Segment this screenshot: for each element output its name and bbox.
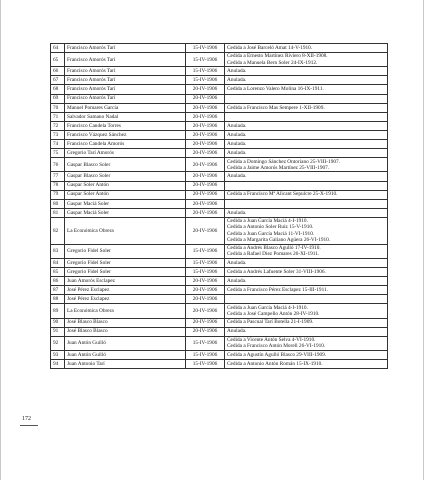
table-row — [51, 318, 388, 327]
date-cell: 15-IV-1906 — [186, 53, 225, 67]
observations-cell — [225, 336, 388, 350]
table-row — [51, 103, 388, 112]
table-row — [51, 359, 388, 368]
row-number-cell: 89 — [51, 304, 65, 318]
observation-line: Cedida a Margarita Galiano Agüera 26-VI-1910. — [227, 237, 331, 244]
table-row — [51, 258, 388, 267]
observation-line: Anulada. — [227, 328, 247, 335]
observation-line: Anulada. — [227, 68, 247, 75]
observations-cell — [225, 149, 388, 158]
table-row — [51, 121, 388, 130]
holder-name-cell: Francisco Amorós Tarí — [65, 85, 186, 94]
observations-cell — [225, 103, 388, 112]
observation-line: Anulada. — [227, 209, 247, 216]
holder-name-cell: Gaspar Soler Antón — [65, 181, 186, 190]
row-number-cell: 68 — [51, 85, 65, 94]
observations-cell — [225, 140, 388, 149]
observation-line: Cedida a Domingo Sánchez Ontoriano 25-VIII-1907. — [227, 158, 340, 165]
row-number-cell: 76 — [51, 158, 65, 172]
row-number-cell: 66 — [51, 67, 65, 76]
observation-line: Cedida a Lorenzo Valero Molina 16-IX-1911. — [227, 86, 324, 93]
row-number-cell: 67 — [51, 76, 65, 85]
observations-cell — [225, 267, 388, 276]
holder-name-cell: Gregorio Fidel Soler — [65, 267, 186, 276]
observation-line: Cedida a Andrés Blasco Agulló 17-IV-1910. — [227, 244, 321, 251]
date-cell: 20-IV-1906 — [186, 199, 225, 208]
row-number-cell: 91 — [51, 327, 65, 336]
table-row — [51, 172, 388, 181]
table-row — [51, 112, 388, 121]
date-cell: 20-IV-1906 — [186, 304, 225, 318]
date-cell: 20-IV-1906 — [186, 158, 225, 172]
table-row — [51, 304, 388, 318]
table-row — [51, 94, 388, 103]
row-number-cell: 94 — [51, 359, 65, 368]
holder-name-cell: Gaspar Blasco Soler — [65, 172, 186, 181]
observation-line: Anulada. — [227, 122, 247, 129]
observation-line: Anulada. — [227, 77, 247, 84]
registry-table-body — [51, 44, 388, 369]
row-number-cell: 80 — [51, 199, 65, 208]
observations-cell — [225, 94, 388, 103]
table-row — [51, 76, 388, 85]
observations-cell — [225, 286, 388, 295]
date-cell: 20-IV-1906 — [186, 130, 225, 139]
observation-line: Cedida a Juan García Maciá 4-I-1910. — [227, 218, 308, 225]
observation-line: Cedida a Jaime Amorós Martínez 25-VIII-1907. — [227, 164, 330, 171]
row-number-cell: 73 — [51, 130, 65, 139]
table-row — [51, 336, 388, 350]
row-number-cell: 85 — [51, 267, 65, 276]
observations-cell — [225, 208, 388, 217]
row-number-cell: 81 — [51, 208, 65, 217]
observations-cell — [225, 121, 388, 130]
table-row — [51, 199, 388, 208]
date-cell: 20-IV-1906 — [186, 217, 225, 244]
holder-name-cell: La Económica Obrera — [65, 304, 186, 318]
observation-line: Cedida a Juan García Maciá 4-I-1910. — [227, 304, 308, 311]
observation-line: Cedida a Francisco Mas Sempere 1-XII-1909. — [227, 104, 325, 111]
date-cell: 20-IV-1906 — [186, 112, 225, 121]
holder-name-cell: Gaspar Maciá Soler — [65, 208, 186, 217]
date-cell: 15-IV-1906 — [186, 336, 225, 350]
observation-line: Anulada. — [227, 140, 247, 147]
observations-cell — [225, 217, 388, 244]
observation-line: Cedida a Francisco Mª Alicant Sepulcre 25-X-1910. — [227, 191, 338, 198]
date-cell: 15-IV-1906 — [186, 67, 225, 76]
row-number-cell: 65 — [51, 53, 65, 67]
holder-name-cell: José Blasco Blasco — [65, 327, 186, 336]
observations-cell — [225, 76, 388, 85]
page-number: 172 — [22, 416, 31, 422]
row-number-cell: 75 — [51, 149, 65, 158]
observations-cell — [225, 258, 388, 267]
holder-name-cell: Gaspar Blasco Soler — [65, 158, 186, 172]
holder-name-cell: José Pérez Esclapez — [65, 286, 186, 295]
holder-name-cell: Gregorio Fidel Soler — [65, 258, 186, 267]
table-row — [51, 53, 388, 67]
observations-cell — [225, 67, 388, 76]
date-cell: 15-IV-1906 — [186, 359, 225, 368]
date-cell: 15-IV-1906 — [186, 258, 225, 267]
holder-name-cell: Juan Antonio Tarí — [65, 359, 186, 368]
date-cell: 15-IV-1906 — [186, 350, 225, 359]
observations-cell — [225, 244, 388, 258]
table-row — [51, 140, 388, 149]
observation-line: Cedida a Francisco Antón Morell 26-VI-1910. — [227, 343, 326, 350]
observations-cell — [225, 85, 388, 94]
date-cell: 15-IV-1906 — [186, 267, 225, 276]
date-cell: 20-IV-1906 — [186, 94, 225, 103]
observations-cell — [225, 318, 388, 327]
observation-line: Cedida a Antonio Soler Ruiz 15-V-1910. — [227, 224, 314, 231]
table-row — [51, 158, 388, 172]
date-cell: 20-IV-1906 — [186, 85, 225, 94]
observations-cell — [225, 327, 388, 336]
row-number-cell: 84 — [51, 258, 65, 267]
table-row — [51, 327, 388, 336]
observations-cell — [225, 359, 388, 368]
table-row — [51, 267, 388, 276]
holder-name-cell: Francisco Amorós Tarí — [65, 44, 186, 53]
observations-cell — [225, 190, 388, 199]
observation-line: Cedida a Andrés Lafuente Soler 31-VIII-1906. — [227, 268, 326, 275]
date-cell: 15-IV-1906 — [186, 44, 225, 53]
holder-name-cell: Francisco Vázquez Sánchez — [65, 130, 186, 139]
holder-name-cell: Gregorio Tarí Amorós — [65, 149, 186, 158]
row-number-cell: 69 — [51, 94, 65, 103]
table-row — [51, 149, 388, 158]
row-number-cell: 93 — [51, 350, 65, 359]
observations-cell — [225, 130, 388, 139]
observation-line: Cedida a Ernesto Martínez Riviero 8-XII-1908. — [227, 53, 328, 60]
table-row — [51, 277, 388, 286]
holder-name-cell: Francisco Amorós Tarí — [65, 76, 186, 85]
row-number-cell: 79 — [51, 190, 65, 199]
table-row — [51, 217, 388, 244]
observation-line: Cedida a Francisco Pérez Esclapez 15-III-1911. — [227, 287, 328, 294]
observation-line: Cedida a Rafael Diez Pomares 26-XI-1911. — [227, 251, 320, 258]
holder-name-cell: Juan Amorós Esclapez — [65, 277, 186, 286]
date-cell: 20-IV-1906 — [186, 318, 225, 327]
observations-cell — [225, 199, 388, 208]
date-cell: 20-IV-1906 — [186, 149, 225, 158]
table-row — [51, 295, 388, 304]
observation-line: Cedida a Vicente Antón Selva 4-VI-1910. — [227, 336, 316, 343]
observations-cell — [225, 172, 388, 181]
holder-name-cell: Gaspar Soler Antón — [65, 190, 186, 199]
holder-name-cell: Salvador Samano Nadal — [65, 112, 186, 121]
observations-cell — [225, 44, 388, 53]
observations-cell — [225, 53, 388, 67]
observations-cell — [225, 181, 388, 190]
observation-line: Cedida a Juan García Maciá 11-VI-1910. — [227, 230, 315, 237]
table-row — [51, 190, 388, 199]
date-cell: 20-IV-1906 — [186, 295, 225, 304]
row-number-cell: 88 — [51, 295, 65, 304]
date-cell: 20-IV-1906 — [186, 140, 225, 149]
date-cell: 20-IV-1906 — [186, 181, 225, 190]
holder-name-cell: José Pérez Esclapez — [65, 295, 186, 304]
date-cell: 20-IV-1906 — [186, 277, 225, 286]
observation-line: Anulada. — [227, 259, 247, 266]
date-cell: 15-IV-1906 — [186, 244, 225, 258]
row-number-cell: 71 — [51, 112, 65, 121]
holder-name-cell: La Económica Obrera — [65, 217, 186, 244]
holder-name-cell: Gregorio Fidel Soler — [65, 244, 186, 258]
table-row — [51, 85, 388, 94]
registry-table — [50, 43, 388, 369]
table-row — [51, 130, 388, 139]
observation-line: Cedida a Pascual Tarí Botella 21-I-1909. — [227, 319, 314, 326]
table-row — [51, 181, 388, 190]
table-row — [51, 67, 388, 76]
row-number-cell: 86 — [51, 277, 65, 286]
observations-cell — [225, 158, 388, 172]
table-row — [51, 350, 388, 359]
row-number-cell: 77 — [51, 172, 65, 181]
holder-name-cell: Francisco Candela Torres — [65, 121, 186, 130]
observations-cell — [225, 112, 388, 121]
date-cell: 15-IV-1906 — [186, 76, 225, 85]
row-number-cell: 72 — [51, 121, 65, 130]
date-cell: 20-IV-1906 — [186, 172, 225, 181]
observation-line: Anulada. — [227, 173, 247, 180]
holder-name-cell: Juan Antón Guilló — [65, 350, 186, 359]
observation-line: Cedida a José Barceló Amat 14-V-1910. — [227, 44, 313, 51]
observation-line: Cedida a Agustín Agulló Blasco 29-VIII-1909. — [227, 351, 327, 358]
row-number-cell: 70 — [51, 103, 65, 112]
table-row — [51, 286, 388, 295]
table-row — [51, 44, 388, 53]
holder-name-cell: José Blasco Blasco — [65, 318, 186, 327]
row-number-cell: 90 — [51, 318, 65, 327]
observation-line: Cedida a Antonio Antón Román 15-IX-1910. — [227, 360, 323, 367]
observation-line: Anulada. — [227, 150, 247, 157]
date-cell: 20-IV-1906 — [186, 327, 225, 336]
holder-name-cell: Juan Antón Guilló — [65, 336, 186, 350]
row-number-cell: 82 — [51, 217, 65, 244]
holder-name-cell: Francisco Amorós Tarí — [65, 94, 186, 103]
date-cell: 20-IV-1906 — [186, 286, 225, 295]
row-number-cell: 83 — [51, 244, 65, 258]
holder-name-cell: Gaspar Maciá Soler — [65, 199, 186, 208]
holder-name-cell: Manuel Pomares García — [65, 103, 186, 112]
holder-name-cell: Francisco Amorós Tarí — [65, 53, 186, 67]
row-number-cell: 64 — [51, 44, 65, 53]
table-row — [51, 208, 388, 217]
row-number-cell: 92 — [51, 336, 65, 350]
table-row — [51, 244, 388, 258]
observations-cell — [225, 304, 388, 318]
margin-rule — [20, 425, 38, 426]
observation-line: Anulada. — [227, 277, 247, 284]
observations-cell — [225, 350, 388, 359]
date-cell: 20-IV-1906 — [186, 208, 225, 217]
observations-cell — [225, 277, 388, 286]
holder-name-cell: Francisco Amorós Tarí — [65, 67, 186, 76]
date-cell: 20-IV-1906 — [186, 190, 225, 199]
row-number-cell: 87 — [51, 286, 65, 295]
date-cell: 20-IV-1906 — [186, 103, 225, 112]
row-number-cell: 74 — [51, 140, 65, 149]
holder-name-cell: Francisco Candela Amorós — [65, 140, 186, 149]
date-cell: 20-IV-1906 — [186, 121, 225, 130]
row-number-cell: 78 — [51, 181, 65, 190]
observation-line: Cedida a José Campello Antón 28-IV-1910. — [227, 310, 320, 317]
observations-cell — [225, 295, 388, 304]
observation-line: Cedida a Manuela Bern Soler 24-IX-1912. — [227, 59, 318, 66]
observation-line: Anulada. — [227, 131, 247, 138]
